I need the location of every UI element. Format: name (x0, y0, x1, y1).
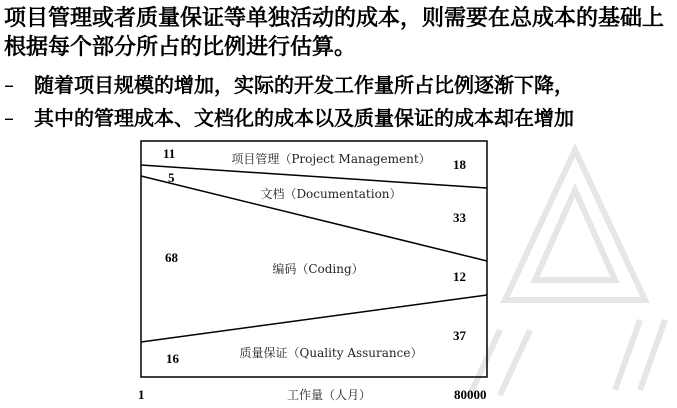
label-quality-assurance: 质量保证（Quality Assurance） (239, 346, 423, 360)
right-value-qa: 37 (453, 328, 466, 343)
left-value-coding: 68 (165, 250, 178, 265)
intro-paragraph: 项目管理或者质量保证等单独活动的成本，则需要在总成本的基础上根据每个部分所占的比例进行估算。 (4, 6, 665, 60)
bullet-text-2: 其中的管理成本、文档化的成本以及质量保证的成本却在增加 (34, 106, 574, 130)
left-value-pm: 11 (163, 146, 176, 161)
label-project-management: 项目管理（Project Management） (231, 152, 431, 166)
watermark-logo (470, 150, 665, 395)
label-coding: 编码（Coding） (272, 262, 364, 276)
left-value-doc: 5 (168, 170, 175, 185)
right-value-pm: 18 (453, 157, 466, 172)
bullet-marker-1: – (4, 73, 14, 97)
right-value-doc: 33 (453, 210, 466, 225)
label-documentation: 文档（Documentation） (260, 187, 402, 201)
bullet-text-1: 随着项目规模的增加，实际的开发工作量所占比例逐渐下降， (34, 73, 574, 97)
bullet-marker-2: – (4, 106, 14, 130)
coding-qa-divider (141, 295, 487, 342)
x-axis-start: 1 (138, 387, 145, 402)
pm-doc-divider (141, 165, 487, 188)
x-axis-label: 工作量（人月） (286, 388, 372, 402)
right-value-coding: 12 (453, 269, 466, 284)
left-value-qa: 16 (166, 351, 179, 366)
x-axis-end: 80000 (454, 387, 487, 402)
